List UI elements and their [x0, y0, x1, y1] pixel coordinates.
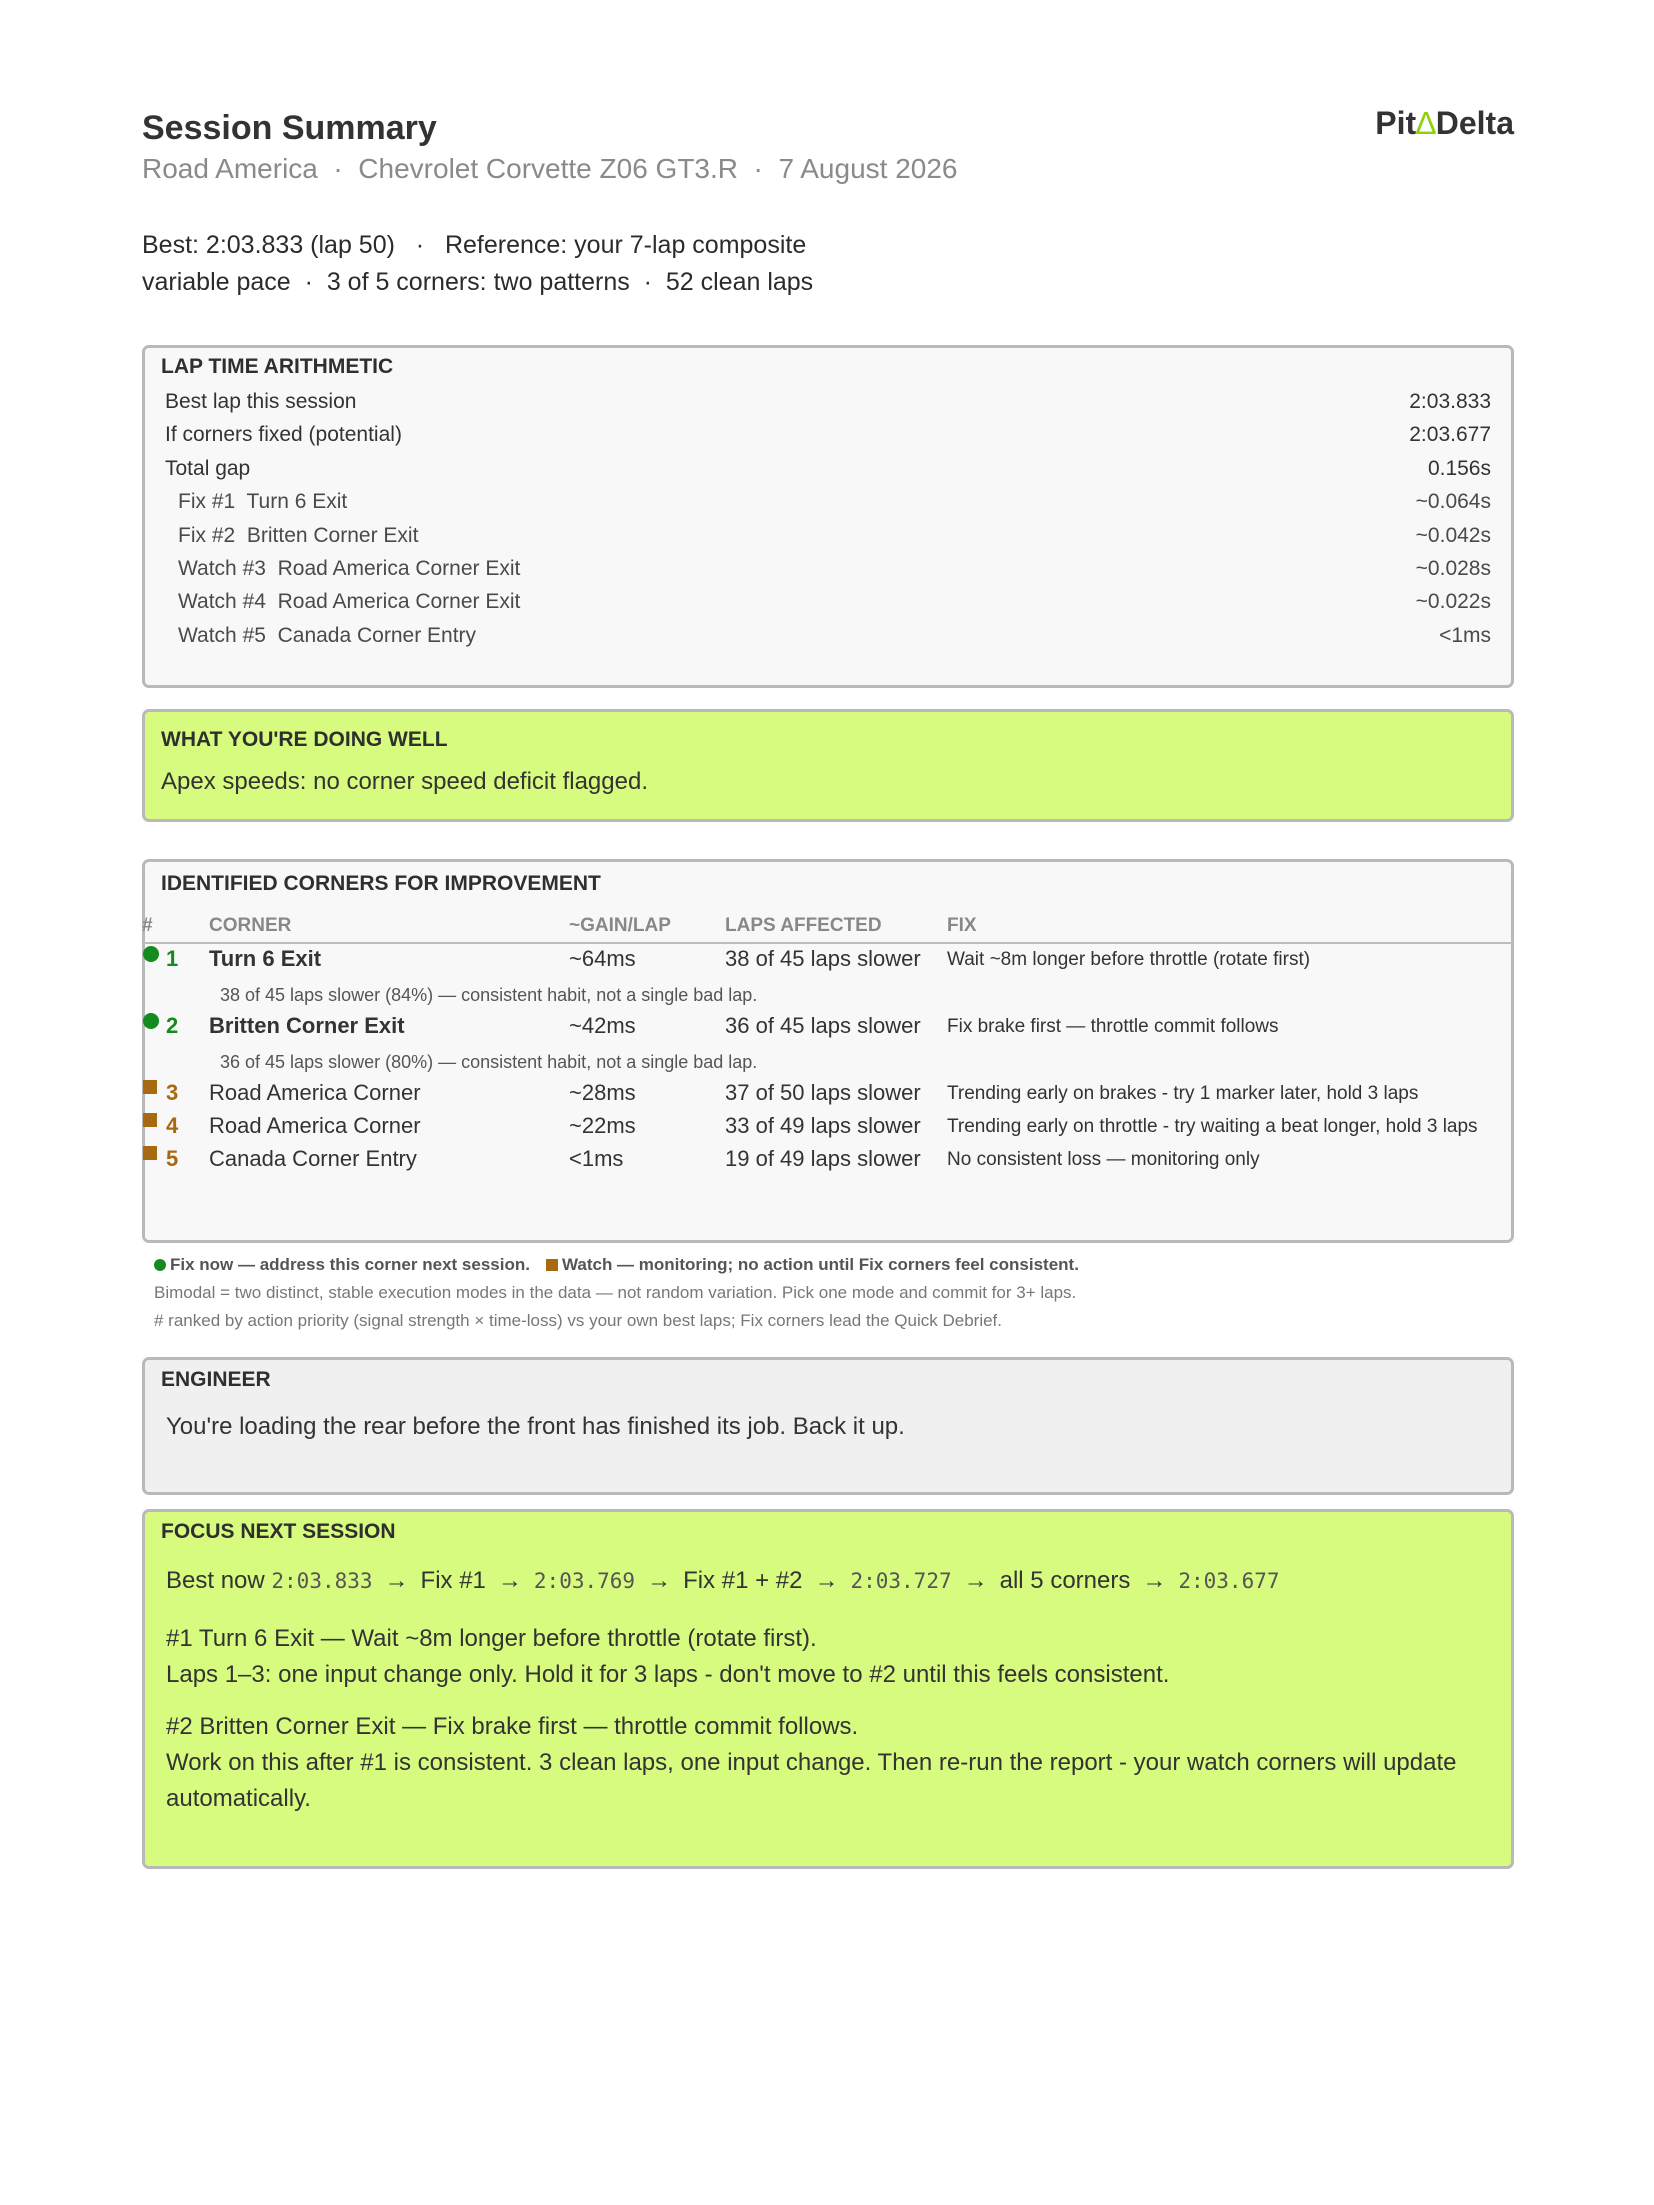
brand-suffix: Delta [1435, 105, 1514, 141]
corner-gain: ~42ms [569, 1013, 636, 1038]
corner-number: 3 [166, 1080, 179, 1105]
all-corners-label: all 5 corners [999, 1567, 1131, 1594]
header-gain: ~GAIN/LAP [569, 915, 671, 936]
corner-name: Road America Corner [209, 1080, 421, 1105]
corner-name: Road America Corner [209, 1113, 421, 1138]
corner-laps-affected: 38 of 45 laps slower [725, 946, 921, 971]
corner-number: 5 [166, 1146, 179, 1171]
corner-fix: Trending early on throttle - try waiting a beat longer, hold 3 laps [947, 1116, 1478, 1137]
corner-row [142, 1144, 1514, 1177]
corners-table [142, 912, 1514, 1177]
watch-square-icon [143, 1113, 157, 1127]
fix-dot-icon [154, 1259, 166, 1271]
page-title: Session Summary [142, 109, 437, 147]
focus-item-1-head: #1 Turn 6 Exit — Wait ~8m longer before throttle (rotate first). [166, 1625, 817, 1652]
corner-gain: ~64ms [569, 946, 636, 971]
corner-name: Canada Corner Entry [209, 1146, 417, 1171]
lap-arithmetic-row [145, 418, 1511, 451]
corner-gain: <1ms [569, 1146, 624, 1171]
corner-laps-affected: 36 of 45 laps slower [725, 1013, 921, 1038]
fix12-label: Fix #1 + #2 [683, 1567, 803, 1594]
corners-title: IDENTIFIED CORNERS FOR IMPROVEMENT [161, 872, 601, 895]
lap-arithmetic-value: <1ms [1439, 623, 1491, 647]
focus-item-2-head: #2 Britten Corner Exit — Fix brake first — throttle commit follows. [166, 1713, 859, 1740]
lap-arithmetic-value: ~0.022s [1415, 590, 1491, 614]
all-corners-time: 2:03.677 [1178, 1569, 1280, 1593]
engineer-title: ENGINEER [161, 1368, 271, 1391]
corner-fix: Wait ~8m longer before throttle (rotate first) [947, 949, 1311, 970]
lap-arithmetic-label: Fix #1 Turn 6 Exit [178, 490, 348, 514]
arrow-icon: → [497, 1567, 522, 1594]
lap-arithmetic-value: 0.156s [1427, 456, 1491, 480]
corner-laps-affected: 33 of 49 laps slower [725, 1113, 921, 1138]
best-now-time: 2:03.833 [271, 1569, 373, 1593]
lap-arithmetic-value: 2:03.833 [1409, 390, 1491, 413]
focus-item-2 [145, 1709, 1511, 1817]
brand-prefix: Pit [1375, 105, 1417, 141]
arrow-icon: → [384, 1567, 409, 1594]
focus-panel [142, 1509, 1514, 1869]
lap-arithmetic-value: ~0.028s [1415, 557, 1491, 581]
footnote-bimodal: Bimodal = two distinct, stable execution modes in the data — not random variation. Pick one mode and commit for 3+ laps. [154, 1283, 1077, 1302]
corners-table-header [142, 912, 1514, 944]
lap-arithmetic-row [145, 452, 1511, 485]
lap-arithmetic-label: If corners fixed (potential) [165, 423, 402, 447]
fix-dot-icon [143, 1013, 159, 1029]
brand-logo [1375, 105, 1514, 142]
header-laps: LAPS AFFECTED [725, 915, 882, 936]
corners-table-body [142, 944, 1514, 1177]
header-corner: CORNER [209, 915, 292, 936]
arrow-icon: → [814, 1567, 839, 1594]
corner-number: 2 [166, 1013, 179, 1038]
corner-gain: ~28ms [569, 1080, 636, 1105]
legend-fix: Fix now — address this corner next session. [170, 1255, 530, 1274]
lap-arithmetic-rows [145, 385, 1511, 652]
arrow-icon: → [963, 1567, 988, 1594]
focus-item-1 [145, 1621, 1511, 1693]
engineer-text: You're loading the rear before the front has finished its job. Back it up. [166, 1413, 905, 1440]
lap-arithmetic-row [145, 585, 1511, 618]
lap-arithmetic-label: Best lap this session [165, 390, 357, 413]
summary-line-1: Best: 2:03.833 (lap 50) · Reference: your 7-lap composite [142, 231, 807, 259]
focus-item-1-body: Laps 1–3: one input change only. Hold it for 3 laps - don't move to #2 until this feels consistent. [166, 1661, 1170, 1688]
lap-arithmetic-row [145, 385, 1511, 418]
fix-dot-icon [143, 946, 159, 962]
session-summary [142, 227, 1514, 301]
legend-watch: Watch — monitoring; no action until Fix corners feel consistent. [561, 1255, 1079, 1274]
best-now-label: Best now [166, 1567, 265, 1594]
session-subtitle: Road America · Chevrolet Corvette Z06 GT3.R · 7 August 2026 [142, 153, 958, 184]
corner-laps-affected: 37 of 50 laps slower [725, 1080, 921, 1105]
arrow-icon: → [647, 1567, 672, 1594]
corner-row [142, 1078, 1514, 1111]
focus-title: FOCUS NEXT SESSION [161, 1520, 396, 1543]
lap-arithmetic-title: LAP TIME ARITHMETIC [161, 355, 394, 378]
lap-time-arithmetic-panel [142, 345, 1514, 688]
report-page [142, 105, 1514, 1869]
corner-row [142, 1111, 1514, 1144]
fix12-time: 2:03.727 [850, 1569, 952, 1593]
footnote-ranking: # ranked by action priority (signal strength × time-loss) vs your own best laps; Fix corners lead the Quick Debrief. [154, 1311, 1002, 1330]
arrow-icon: → [1142, 1567, 1167, 1594]
doing-well-title: WHAT YOU'RE DOING WELL [161, 728, 448, 751]
watch-square-icon [143, 1080, 157, 1094]
corner-number: 4 [166, 1113, 179, 1138]
corner-number: 1 [166, 946, 179, 971]
corner-gain: ~22ms [569, 1113, 636, 1138]
watch-square-icon [546, 1259, 558, 1271]
lap-arithmetic-value: 2:03.677 [1409, 423, 1491, 447]
corner-name: Turn 6 Exit [209, 946, 322, 971]
lap-arithmetic-row [145, 519, 1511, 552]
engineer-panel [142, 1357, 1514, 1495]
doing-well-panel [142, 709, 1514, 822]
header-num: # [142, 915, 153, 936]
doing-well-text: Apex speeds: no corner speed deficit flagged. [161, 768, 648, 795]
delta-icon: ∆ [1416, 105, 1436, 141]
corners-panel [142, 859, 1514, 1243]
corners-legend [142, 1251, 1514, 1335]
lap-time-progression [145, 1544, 1511, 1595]
report-header [142, 105, 1514, 205]
fix1-time: 2:03.769 [533, 1569, 636, 1593]
corner-fix: Trending early on brakes - try 1 marker later, hold 3 laps [947, 1083, 1419, 1104]
corner-name: Britten Corner Exit [209, 1013, 405, 1038]
corner-fix: No consistent loss — monitoring only [947, 1149, 1260, 1170]
focus-item-2-body: Work on this after #1 is consistent. 3 clean laps, one input change. Then re-run the report - your watch corners will update automatically. [166, 1749, 1457, 1812]
lap-arithmetic-row [145, 552, 1511, 585]
corner-row [142, 944, 1514, 977]
lap-arithmetic-label: Watch #3 Road America Corner Exit [178, 557, 521, 581]
corner-fix: Fix brake first — throttle commit follows [947, 1016, 1279, 1037]
lap-arithmetic-row [145, 619, 1511, 652]
lap-arithmetic-value: ~0.064s [1415, 490, 1491, 514]
corner-laps-affected: 19 of 49 laps slower [725, 1146, 921, 1171]
header-fix: FIX [947, 915, 977, 936]
lap-arithmetic-label: Watch #4 Road America Corner Exit [178, 590, 521, 614]
lap-arithmetic-label: Watch #5 Canada Corner Entry [178, 623, 477, 647]
lap-arithmetic-value: ~0.042s [1415, 523, 1491, 547]
lap-arithmetic-label: Total gap [165, 456, 251, 480]
corner-note: 36 of 45 laps slower (80%) — consistent habit, not a single bad lap. [220, 1052, 758, 1072]
summary-line-2: variable pace · 3 of 5 corners: two patterns · 52 clean laps [142, 268, 814, 296]
watch-square-icon [143, 1146, 157, 1160]
corner-row [142, 1011, 1514, 1044]
lap-arithmetic-row [145, 485, 1511, 518]
fix1-label: Fix #1 [420, 1567, 486, 1594]
lap-arithmetic-label: Fix #2 Britten Corner Exit [178, 523, 419, 547]
corner-note: 38 of 45 laps slower (84%) — consistent habit, not a single bad lap. [220, 985, 758, 1005]
